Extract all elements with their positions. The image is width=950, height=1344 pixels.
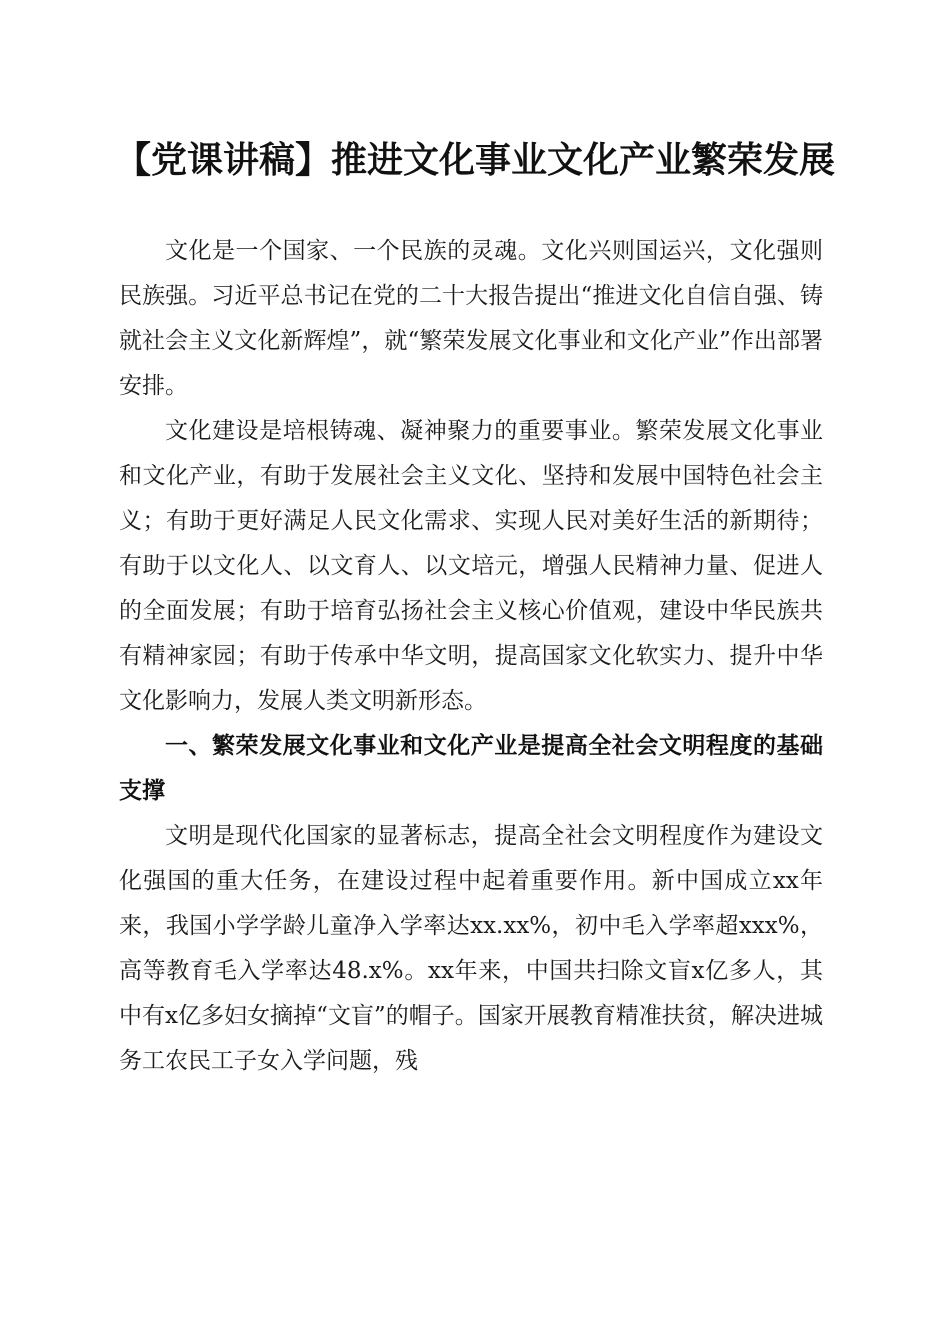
- section-heading-1: 一、繁荣发展文化事业和文化产业是提高全社会文明程度的基础支撑: [119, 733, 823, 804]
- paragraph-significance: 文化建设是培根铸魂、凝神聚力的重要事业。繁荣发展文化事业和文化产业，有助于发展社会主义文化、坚持和发展中国特色社会主义；有助于更好满足人民文化需求、实现人民对美好生活的新期待；有助于以文化人、以文育人、以文培元，增强人民精神力量、促进人的全面发展；有助于培育弘扬社会主义核心价值观，建设中华民族共有精神家园；有助于传承中华文明，提高国家文化软实力、提升中华文化影响力，发展人类文明新形态。: [119, 418, 823, 714]
- document-title: 【党课讲稿】推进文化事业文化产业繁荣发展: [114, 139, 835, 181]
- paragraph-intro: 文化是一个国家、一个民族的灵魂。文化兴则国运兴，文化强则民族强。习近平总书记在党的二十大报告提出“推进文化自信自强、铸就社会主义文化新辉煌”，就“繁荣发展文化事业和文化产业”作出部署安排。: [119, 238, 823, 399]
- paragraph-civilization: 文明是现代化国家的显著标志，提高全社会文明程度作为建设文化强国的重大任务，在建设过程中起着重要作用。新中国成立xx年来，我国小学学龄儿童净入学率达xx.xx%，初中毛入学率超xxx%，高等教育毛入学率达48.x%。xx年来，中国共扫除文盲x亿多人，其中有x亿多妇女摘掉“文盲”的帽子。国家开展教育精准扶贫，解决进城务工农民工子女入学问题，残: [119, 823, 823, 1074]
- document-body: [119, 229, 823, 1084]
